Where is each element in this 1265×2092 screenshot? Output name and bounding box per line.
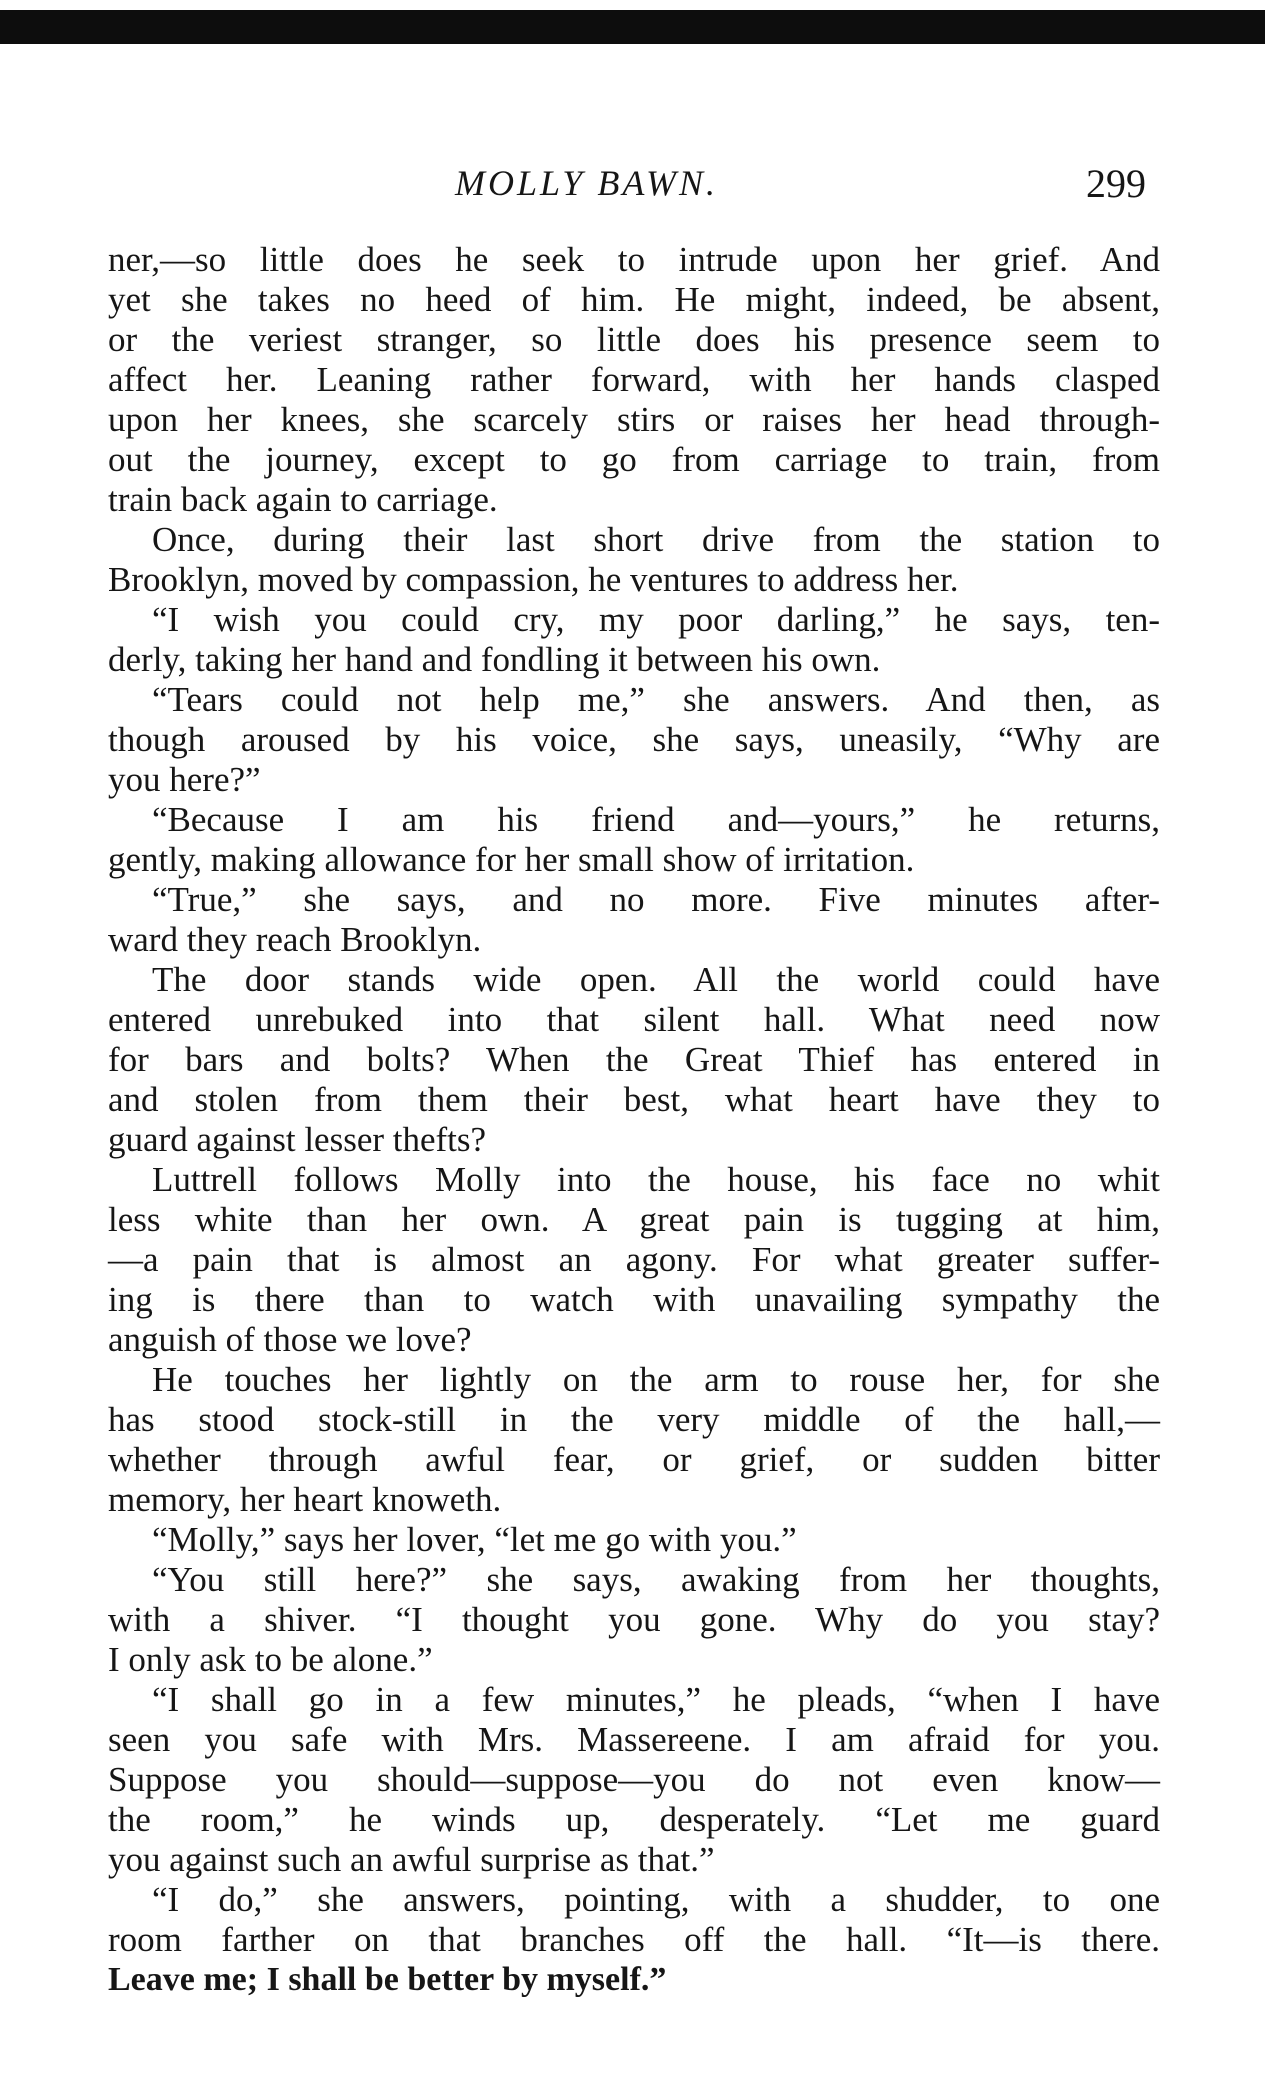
text-line: train back again to carriage. bbox=[108, 480, 498, 519]
text-line: the room,” he winds up, desperately. “Let me guard bbox=[108, 1800, 1160, 1839]
text-line: entered unrebuked into that silent hall. What need now bbox=[108, 1000, 1160, 1039]
text-line: “Molly,” says her lover, “let me go with you.” bbox=[152, 1520, 797, 1559]
text-line: has stood stock-still in the very middle of the hall,— bbox=[108, 1400, 1160, 1439]
page-number: 299 bbox=[1086, 161, 1146, 206]
page-header bbox=[0, 160, 1265, 210]
text-line: out the journey, except to go from carriage to train, from bbox=[108, 440, 1160, 479]
text-line: ward they reach Brooklyn. bbox=[108, 920, 482, 959]
text-line: “I shall go in a few minutes,” he pleads, “when I have bbox=[152, 1680, 1160, 1719]
text-line: for bars and bolts? When the Great Thief has entered in bbox=[108, 1040, 1160, 1079]
text-line: anguish of those we love? bbox=[108, 1320, 472, 1359]
text-line: I only ask to be alone.” bbox=[108, 1640, 433, 1679]
text-line: and stolen from them their best, what heart have they to bbox=[108, 1080, 1160, 1119]
text-line: room farther on that branches off the hall. “It—is there. bbox=[108, 1920, 1160, 1959]
text-line: Suppose you should—suppose—you do not even know— bbox=[108, 1760, 1160, 1799]
running-title: MOLLY BAWN. bbox=[455, 163, 718, 203]
body-text bbox=[108, 240, 1160, 2000]
text-line: guard against lesser thefts? bbox=[108, 1120, 487, 1159]
text-line: less white than her own. A great pain is tugging at him, bbox=[108, 1200, 1160, 1239]
text-line: ner,—so little does he seek to intrude upon her grief. And bbox=[108, 240, 1160, 279]
text-line: or the veriest stranger, so little does his presence seem to bbox=[108, 320, 1160, 359]
text-line: “True,” she says, and no more. Five minutes after- bbox=[152, 880, 1160, 919]
text-line: seen you safe with Mrs. Massereene. I am afraid for you. bbox=[108, 1720, 1160, 1759]
text-line: Once, during their last short drive from the station to bbox=[152, 520, 1160, 559]
text-line: memory, her heart knoweth. bbox=[108, 1480, 502, 1519]
text-line: whether through awful fear, or grief, or sudden bitter bbox=[108, 1440, 1160, 1479]
text-line: yet she takes no heed of him. He might, indeed, be absent, bbox=[108, 280, 1160, 319]
text-line: Brooklyn, moved by compassion, he ventures to address her. bbox=[108, 560, 959, 599]
text-line: “You still here?” she says, awaking from her thoughts, bbox=[152, 1560, 1160, 1599]
text-line: He touches her lightly on the arm to rouse her, for she bbox=[152, 1360, 1160, 1399]
top-border-rule bbox=[0, 10, 1265, 44]
text-line: “Tears could not help me,” she answers. And then, as bbox=[152, 680, 1160, 719]
text-line: upon her knees, she scarcely stirs or raises her head through- bbox=[108, 400, 1160, 439]
text-line: ing is there than to watch with unavailing sympathy the bbox=[108, 1280, 1160, 1319]
text-line: Leave me; I shall be better by myself.” bbox=[108, 1961, 667, 1998]
text-line: Luttrell follows Molly into the house, his face no whit bbox=[152, 1160, 1160, 1199]
text-line: you here?” bbox=[108, 760, 261, 799]
text-line: The door stands wide open. All the world could have bbox=[152, 960, 1160, 999]
text-line: derly, taking her hand and fondling it between his own. bbox=[108, 640, 881, 679]
text-line: —a pain that is almost an agony. For what greater suffer- bbox=[108, 1240, 1160, 1279]
text-line: affect her. Leaning rather forward, with her hands clasped bbox=[108, 360, 1160, 399]
text-line: with a shiver. “I thought you gone. Why do you stay? bbox=[108, 1600, 1160, 1639]
text-line: you against such an awful surprise as that.” bbox=[108, 1840, 715, 1879]
text-line: though aroused by his voice, she says, uneasily, “Why are bbox=[108, 720, 1160, 759]
text-line: “I wish you could cry, my poor darling,” he says, ten- bbox=[152, 600, 1160, 639]
text-line: “I do,” she answers, pointing, with a shudder, to one bbox=[152, 1880, 1160, 1919]
text-line: gently, making allowance for her small show of irritation. bbox=[108, 840, 915, 879]
text-line: “Because I am his friend and—yours,” he returns, bbox=[152, 800, 1160, 839]
